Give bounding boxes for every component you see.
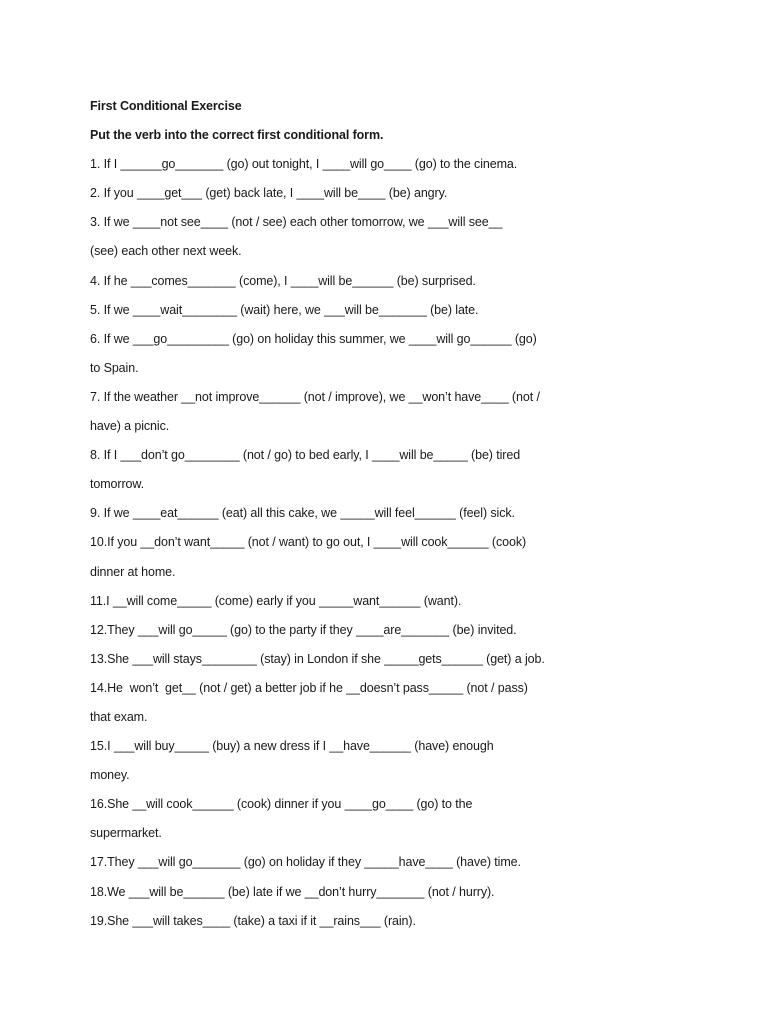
exercise-line: 18.We ___will be______ (be) late if we __don’t hurry_______ (not / hurry).: [90, 884, 495, 899]
exercise-line: 3. If we ____not see____ (not / see) each other tomorrow, we ___will see__: [90, 215, 503, 230]
exercise-line: (see) each other next week.: [90, 244, 242, 259]
exercise-line: 14.He won’t get__ (not / get) a better job if he __doesn’t pass_____ (not / pass): [90, 680, 528, 695]
exercise-line: 4. If he ___comes_______ (come), I ____will be______ (be) surprised.: [90, 273, 476, 288]
exercise-line: 15.I ___will buy_____ (buy) a new dress if I __have______ (have) enough: [90, 739, 494, 754]
exercise-line: 13.She ___will stays________ (stay) in London if she _____gets______ (get) a job.: [90, 651, 545, 666]
exercise-line: 2. If you ____get___ (get) back late, I ____will be____ (be) angry.: [90, 186, 448, 201]
exercise-line: 12.They ___will go_____ (go) to the party if they ____are_______ (be) invited.: [90, 622, 517, 637]
exercise-line: to Spain.: [90, 360, 139, 375]
exercise-line: 6. If we ___go_________ (go) on holiday this summer, we ____will go______ (go): [90, 331, 537, 346]
exercise-line: tomorrow.: [90, 477, 144, 492]
exercise-line: 9. If we ____eat______ (eat) all this cake, we _____will feel______ (feel) sick.: [90, 506, 515, 521]
exercise-line: 16.She __will cook______ (cook) dinner if you ____go____ (go) to the: [90, 797, 473, 812]
exercise-line: that exam.: [90, 709, 148, 724]
exercise-line: supermarket.: [90, 826, 162, 841]
exercise-line: 8. If I ___don’t go________ (not / go) to bed early, I ____will be_____ (be) tired: [90, 448, 521, 463]
exercise-line: 19.She ___will takes____ (take) a taxi if it __rains___ (rain).: [90, 913, 416, 928]
exercise-line: 10.If you __don’t want_____ (not / want) to go out, I ____will cook______ (cook): [90, 535, 527, 550]
exercise-line: 7. If the weather __not improve______ (not / improve), we __won’t have____ (not /: [90, 389, 540, 404]
exercise-line: have) a picnic.: [90, 419, 170, 434]
worksheet-title: First Conditional Exercise: [90, 99, 242, 113]
exercise-line: 17.They ___will go_______ (go) on holiday if they _____have____ (have) time.: [90, 855, 521, 870]
worksheet-instructions: Put the verb into the correct first conditional form.: [90, 128, 384, 143]
exercise-line: dinner at home.: [90, 564, 176, 579]
exercise-line: 5. If we ____wait________ (wait) here, we ___will be_______ (be) late.: [90, 302, 479, 317]
worksheet-page: [90, 92, 730, 936]
exercise-line: 1. If I ______go_______ (go) out tonight, I ____will go____ (go) to the cinema.: [90, 157, 518, 172]
exercise-line: 11.I __will come_____ (come) early if you _____want______ (want).: [90, 593, 462, 608]
exercise-list: [90, 150, 730, 936]
exercise-line: money.: [90, 768, 130, 783]
